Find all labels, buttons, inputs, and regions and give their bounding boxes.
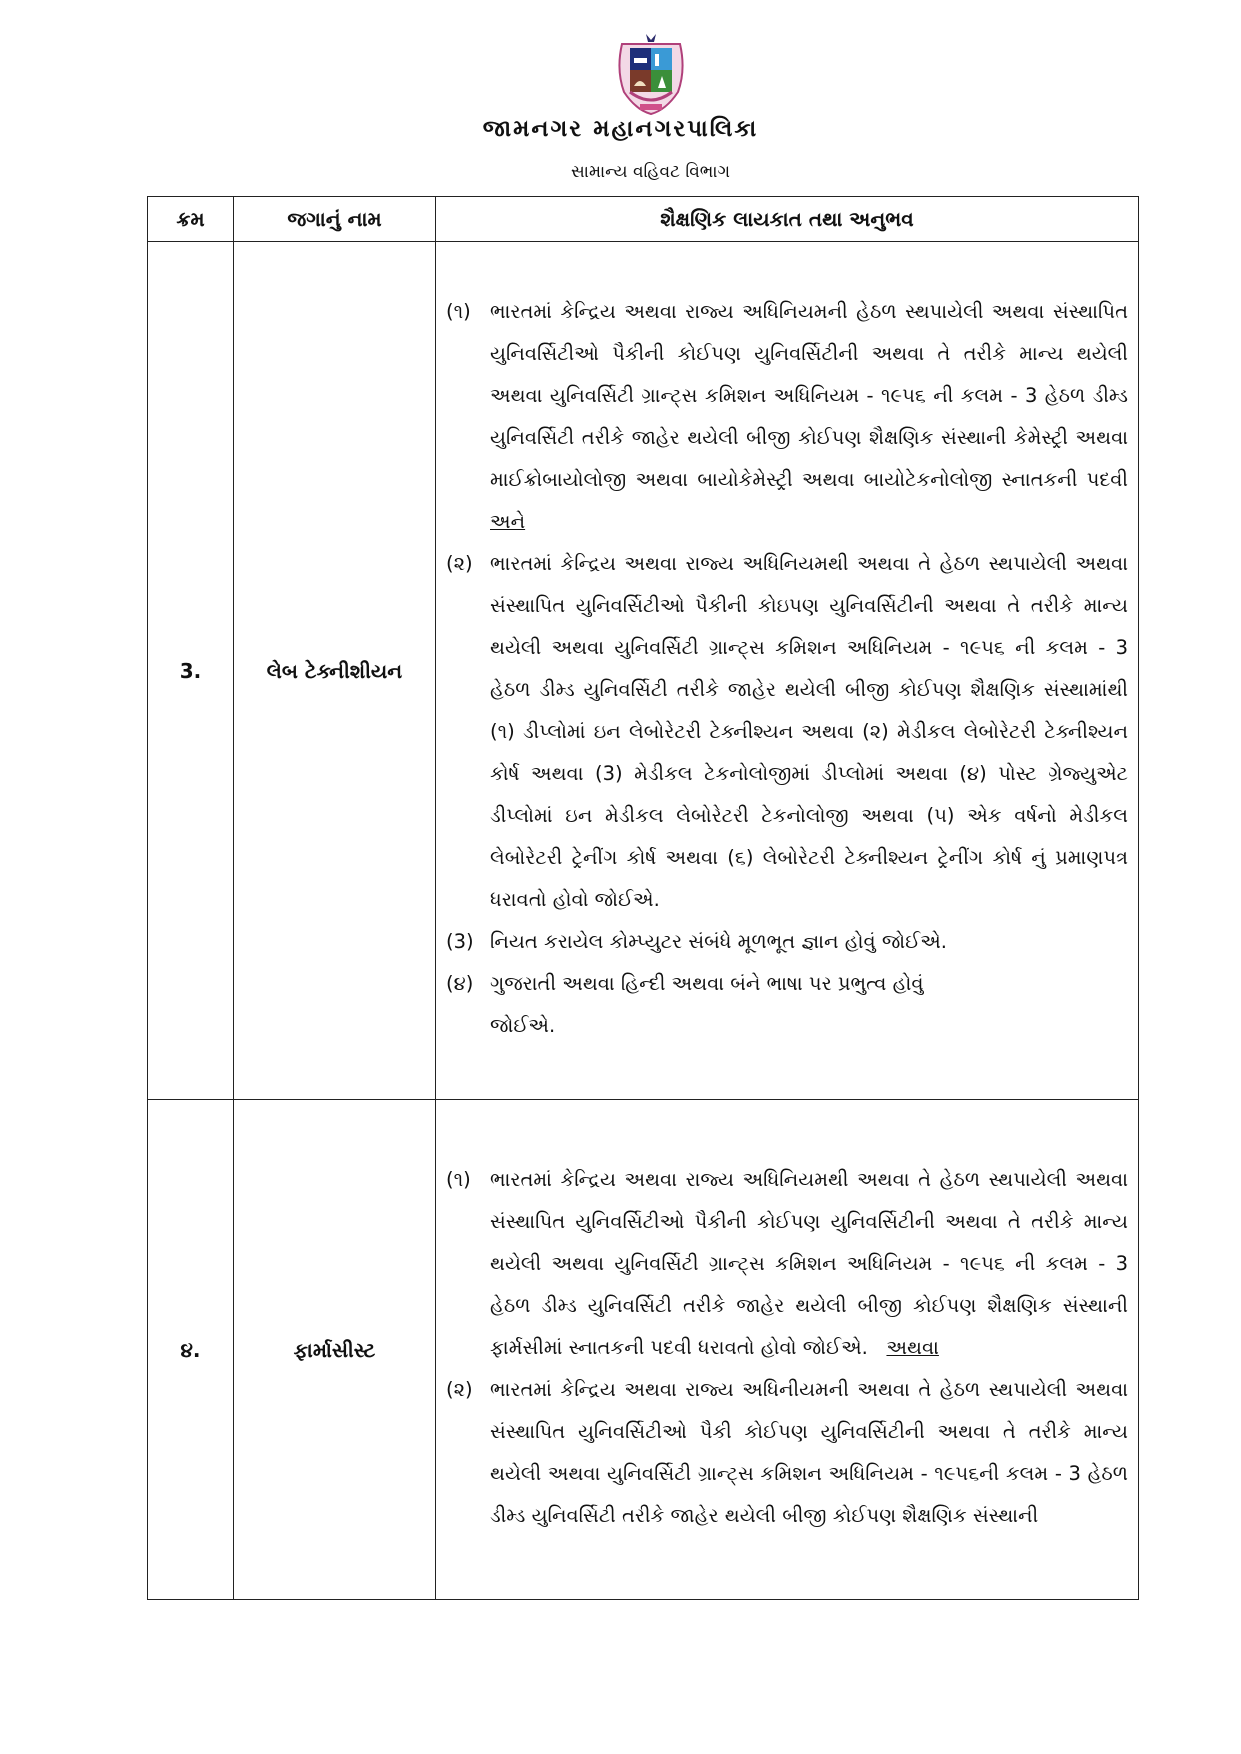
qualification-item	[446, 1369, 1128, 1537]
qualification-item	[446, 543, 1128, 921]
qualification-cell	[436, 1100, 1139, 1600]
item-number: (૨)	[446, 1377, 473, 1401]
qualification-cell	[436, 242, 1139, 1100]
item-number: (૧)	[446, 1167, 471, 1191]
serial-number: ૪.	[148, 1100, 234, 1600]
conjunction-underlined: અને	[490, 509, 526, 533]
qualification-item	[446, 921, 1128, 963]
item-text	[490, 291, 1128, 543]
qualification-item	[446, 1159, 1128, 1369]
qualification-item	[446, 963, 1128, 1005]
table-row	[148, 242, 1139, 1100]
conjunction-underlined: અથવા	[886, 1335, 939, 1359]
table-row	[148, 1100, 1139, 1600]
item-text: નિયત કરાયેલ કોમ્પ્યુટર સંબંધે મૂળભૂત જ્ઞાન હોવું જોઈએ.	[490, 929, 947, 953]
qualifications-table	[147, 196, 1139, 1600]
serial-number: 3.	[148, 242, 234, 1100]
table-header-row	[148, 197, 1139, 242]
item-text: ગુજરાતી અથવા હિન્દી અથવા બંને ભાષા પર પ્રભુત્વ હોવું	[490, 971, 924, 995]
organization-name: જામનગર મહાનગરપાલિકા	[482, 116, 759, 142]
column-header-serial: ક્રમ	[148, 197, 234, 242]
item-text: ભારતમાં કેન્દ્રિય અથવા રાજ્ય અધિનીયમની અથવા તે હેઠળ સ્થપાયેલી અથવા સંસ્થાપિત યુનિવર્સિટીઓ પૈકી કોઈપણ યુનિવર્સિટીની અથવા તે તરીકે માન્ય થયેલી અથવા યુનિવર્સિટી ગ્રાન્ટ્સ કમિશન અધિનિયમ - ૧૯૫૬ની કલમ - 3 હેઠળ ડીમ્ડ યુનિવર્સિટી તરીકે જાહેર થયેલી બીજી કોઈપણ શૈક્ષણિક સંસ્થાની	[490, 1377, 1128, 1527]
item-number: (3)	[446, 929, 474, 953]
department-name: સામાન્ય વહિવટ વિભાગ	[571, 162, 730, 182]
item-number: (૨)	[446, 551, 473, 575]
post-name: ફાર્માસીસ્ટ	[234, 1100, 436, 1600]
column-header-post-name: જગાનું નામ	[234, 197, 436, 242]
item-text	[490, 1159, 1128, 1369]
column-header-qualification: શૈક્ષણિક લાયકાત તથા અનુભવ	[436, 197, 1139, 242]
item-number: (૪)	[446, 971, 474, 995]
post-name: લેબ ટેક્નીશીયન	[234, 242, 436, 1100]
item-text: ભારતમાં કેન્દ્રિય અથવા રાજ્ય અધિનિયમથી અથવા તે હેઠળ સ્થપાયેલી અથવા સંસ્થાપિત યુનિવર્સિટીઓ પૈકીની કોઇપણ યુનિવર્સિટીની અથવા તે તરીકે માન્ય થયેલી અથવા યુનિવર્સિટી ગ્રાન્ટ્સ કમિશન અધિનિયમ - ૧૯૫૬ ની કલમ - 3 હેઠળ ડીમ્ડ યુનિવર્સિટી તરીકે જાહેર થયેલી બીજી કોઈપણ શૈક્ષણિક સંસ્થામાંથી (૧) ડીપ્લોમાં ઇન લેબોરેટરી ટેક્નીશ્યન અથવા (૨) મેડીકલ લેબોરેટરી ટેક્નીશ્યન કોર્ષ અથવા (3) મેડીકલ ટેકનોલોજીમાં ડીપ્લોમાં અથવા (૪) પોસ્ટ ગ્રેજ્યુએટ ડીપ્લોમાં ઇન મેડીકલ લેબોરેટરી ટેકનોલોજી અથવા (૫) એક વર્ષનો મેડીકલ લેબોરેટરી ટ્રેનીંગ કોર્ષ અથવા (૬) લેબોરેટરી ટેક્નીશ્યન ટ્રેનીંગ કોર્ષ નું પ્રમાણપત્ર ધરાવતો હોવો જોઈએ.	[490, 551, 1128, 911]
emblem-logo	[612, 30, 690, 116]
item-text-body: ભારતમાં કેન્દ્રિય અથવા રાજ્ય અધિનિયમથી અથવા તે હેઠળ સ્થપાયેલી અથવા સંસ્થાપિત યુનિવર્સિટીઓ પૈકીની કોઈપણ યુનિવર્સિટીની અથવા તે તરીકે માન્ય થયેલી અથવા યુનિવર્સિટી ગ્રાન્ટ્સ કમિશન અધિનિયમ - ૧૯૫૬ ની કલમ - 3 હેઠળ ડીમ્ડ યુનિવર્સિટી તરીકે જાહેર થયેલી બીજી કોઈપણ શૈક્ષણિક સંસ્થાની ફાર્મસીમાં સ્નાતકની પદવી ધરાવતો હોવો જોઈએ.	[490, 1167, 1128, 1359]
item-text-body: ભારતમાં કેન્દ્રિય અથવા રાજ્ય અધિનિયમની હેઠળ સ્થપાયેલી અથવા સંસ્થાપિત યુનિવર્સિટીઓ પૈકીની કોઈપણ યુનિવર્સિટીની અથવા તે તરીકે માન્ય થયેલી અથવા યુનિવર્સિટી ગ્રાન્ટ્સ કમિશન અધિનિયમ - ૧૯૫૬ ની કલમ - 3 હેઠળ ડીમ્ડ યુનિવર્સિટી તરીકે જાહેર થયેલી બીજી કોઈપણ શૈક્ષણિક સંસ્થાની કેમેસ્ટ્રી અથવા માઈક્રોબાયોલોજી અથવા બાયોકેમેસ્ટ્રી અથવા બાયોટેકનોલોજી સ્નાતકની પદવી	[490, 299, 1128, 491]
item-continuation: જોઈએ.	[490, 1013, 556, 1037]
item-number: (૧)	[446, 299, 471, 323]
qualification-item	[446, 291, 1128, 543]
